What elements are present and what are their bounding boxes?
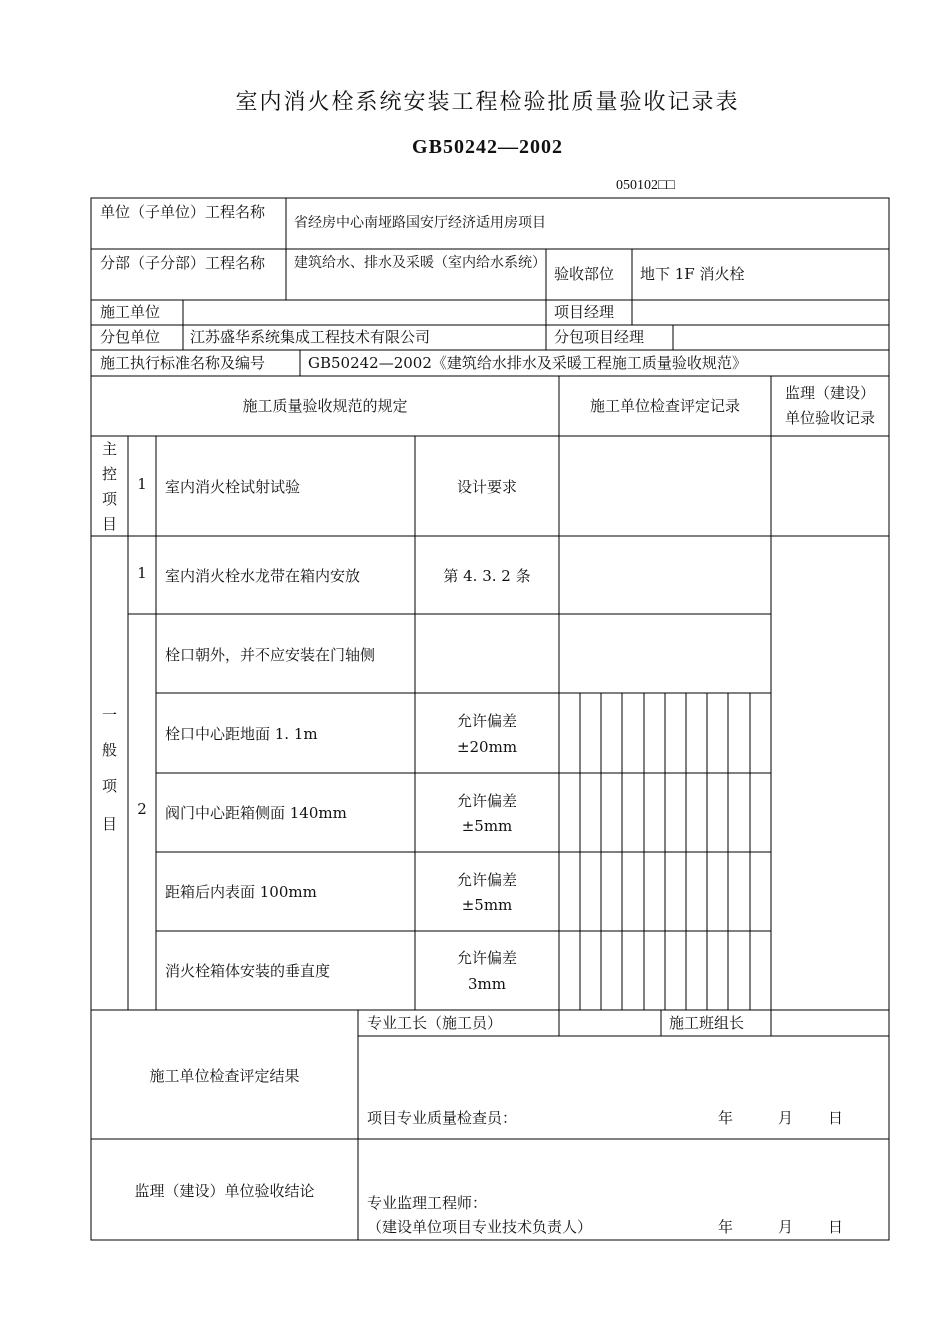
date-day: 日 bbox=[828, 1109, 844, 1127]
main-control-label-char: 目 bbox=[101, 515, 117, 533]
subdivision-label: 分部（子分部）工程名称 bbox=[100, 254, 266, 272]
column-spec: 施工质量验收规范的规定 bbox=[242, 397, 408, 415]
general-item-requirement: 第 4. 3. 2 条 bbox=[443, 567, 531, 585]
project-name-label: 单位（子单位）工程名称 bbox=[100, 203, 266, 221]
owner-tech-label: （建设单位项目专业技术负责人） bbox=[367, 1218, 593, 1236]
inspect-part-label: 验收部位 bbox=[554, 265, 615, 283]
general-item-name: 消火栓箱体安装的垂直度 bbox=[165, 962, 331, 980]
contractor-result-label: 施工单位检查评定结果 bbox=[149, 1067, 300, 1085]
date-year: 年 bbox=[718, 1109, 734, 1127]
general-item-requirement: 允许偏差 bbox=[456, 949, 517, 967]
general-item-name: 阀门中心距箱侧面 140mm bbox=[165, 804, 347, 822]
sub-project-manager-label: 分包项目经理 bbox=[554, 328, 645, 346]
date-day: 日 bbox=[828, 1218, 844, 1236]
main-control-item-no: 1 bbox=[137, 475, 147, 493]
project-name-value: 省经房中心南垭路国安厅经济适用房项目 bbox=[294, 215, 546, 231]
general-item-tolerance: ±20mm bbox=[456, 738, 518, 756]
general-item-name: 栓口中心距地面 1. 1m bbox=[165, 725, 318, 743]
general-label-char: 项 bbox=[101, 777, 117, 795]
main-control-item-name: 室内消火栓试射试验 bbox=[165, 478, 301, 496]
project-manager-label: 项目经理 bbox=[554, 303, 615, 321]
column-supervisor-line2: 单位验收记录 bbox=[784, 409, 875, 427]
general-item-name: 室内消火栓水龙带在箱内安放 bbox=[165, 567, 361, 585]
qc-inspector-label: 项目专业质量检查员： bbox=[367, 1109, 518, 1127]
page-title: 室内消火栓系统安装工程检验批质量验收记录表 bbox=[235, 90, 740, 115]
general-item-no: 2 bbox=[137, 800, 147, 818]
general-item-tolerance: 3mm bbox=[468, 975, 506, 993]
general-item-name: 距箱后内表面 100mm bbox=[165, 883, 317, 901]
general-item-no: 1 bbox=[137, 564, 147, 582]
exec-standard-value: GB50242—2002《建筑给水排水及采暖工程施工质量验收规范》 bbox=[308, 354, 747, 372]
general-item-name: 栓口朝外，并不应安装在门轴侧 bbox=[165, 646, 376, 664]
standard-code: GB50242—2002 bbox=[412, 136, 563, 158]
exec-standard-label: 施工执行标准名称及编号 bbox=[100, 354, 266, 372]
inspect-part-value: 地下 1F 消火栓 bbox=[640, 265, 745, 283]
date-year: 年 bbox=[718, 1218, 734, 1236]
main-control-label-char: 项 bbox=[101, 490, 117, 508]
general-item-requirement: 允许偏差 bbox=[456, 871, 517, 889]
main-control-item-requirement: 设计要求 bbox=[456, 478, 517, 496]
main-control-label-char: 控 bbox=[101, 465, 117, 483]
date-month: 月 bbox=[778, 1218, 794, 1236]
supervisor-result-label: 监理（建设）单位验收结论 bbox=[134, 1182, 315, 1200]
subcontractor-label: 分包单位 bbox=[100, 328, 161, 346]
column-supervisor-line1: 监理（建设） bbox=[784, 384, 875, 402]
general-item-requirement: 允许偏差 bbox=[456, 712, 517, 730]
team-leader-label: 施工班组长 bbox=[669, 1014, 745, 1032]
main-control-label-char: 主 bbox=[101, 440, 117, 458]
document-number: 050102□□ bbox=[616, 178, 675, 193]
general-label-char: 一 bbox=[101, 706, 117, 724]
general-item-requirement: 允许偏差 bbox=[456, 792, 517, 810]
subdivision-value: 建筑给水、排水及采暖（室内给水系统） bbox=[294, 255, 546, 271]
contractor-label: 施工单位 bbox=[100, 303, 161, 321]
general-item-tolerance: ±5mm bbox=[461, 896, 513, 914]
general-label-char: 般 bbox=[101, 741, 117, 759]
foreman-label: 专业工长（施工员） bbox=[367, 1014, 503, 1032]
date-month: 月 bbox=[778, 1109, 794, 1127]
general-label-char: 目 bbox=[101, 815, 117, 833]
subcontractor-value: 江苏盛华系统集成工程技术有限公司 bbox=[190, 328, 431, 346]
supervisor-engineer-label: 专业监理工程师： bbox=[367, 1194, 488, 1212]
column-contractor-check: 施工单位检查评定记录 bbox=[589, 397, 740, 415]
general-item-tolerance: ±5mm bbox=[461, 817, 513, 835]
